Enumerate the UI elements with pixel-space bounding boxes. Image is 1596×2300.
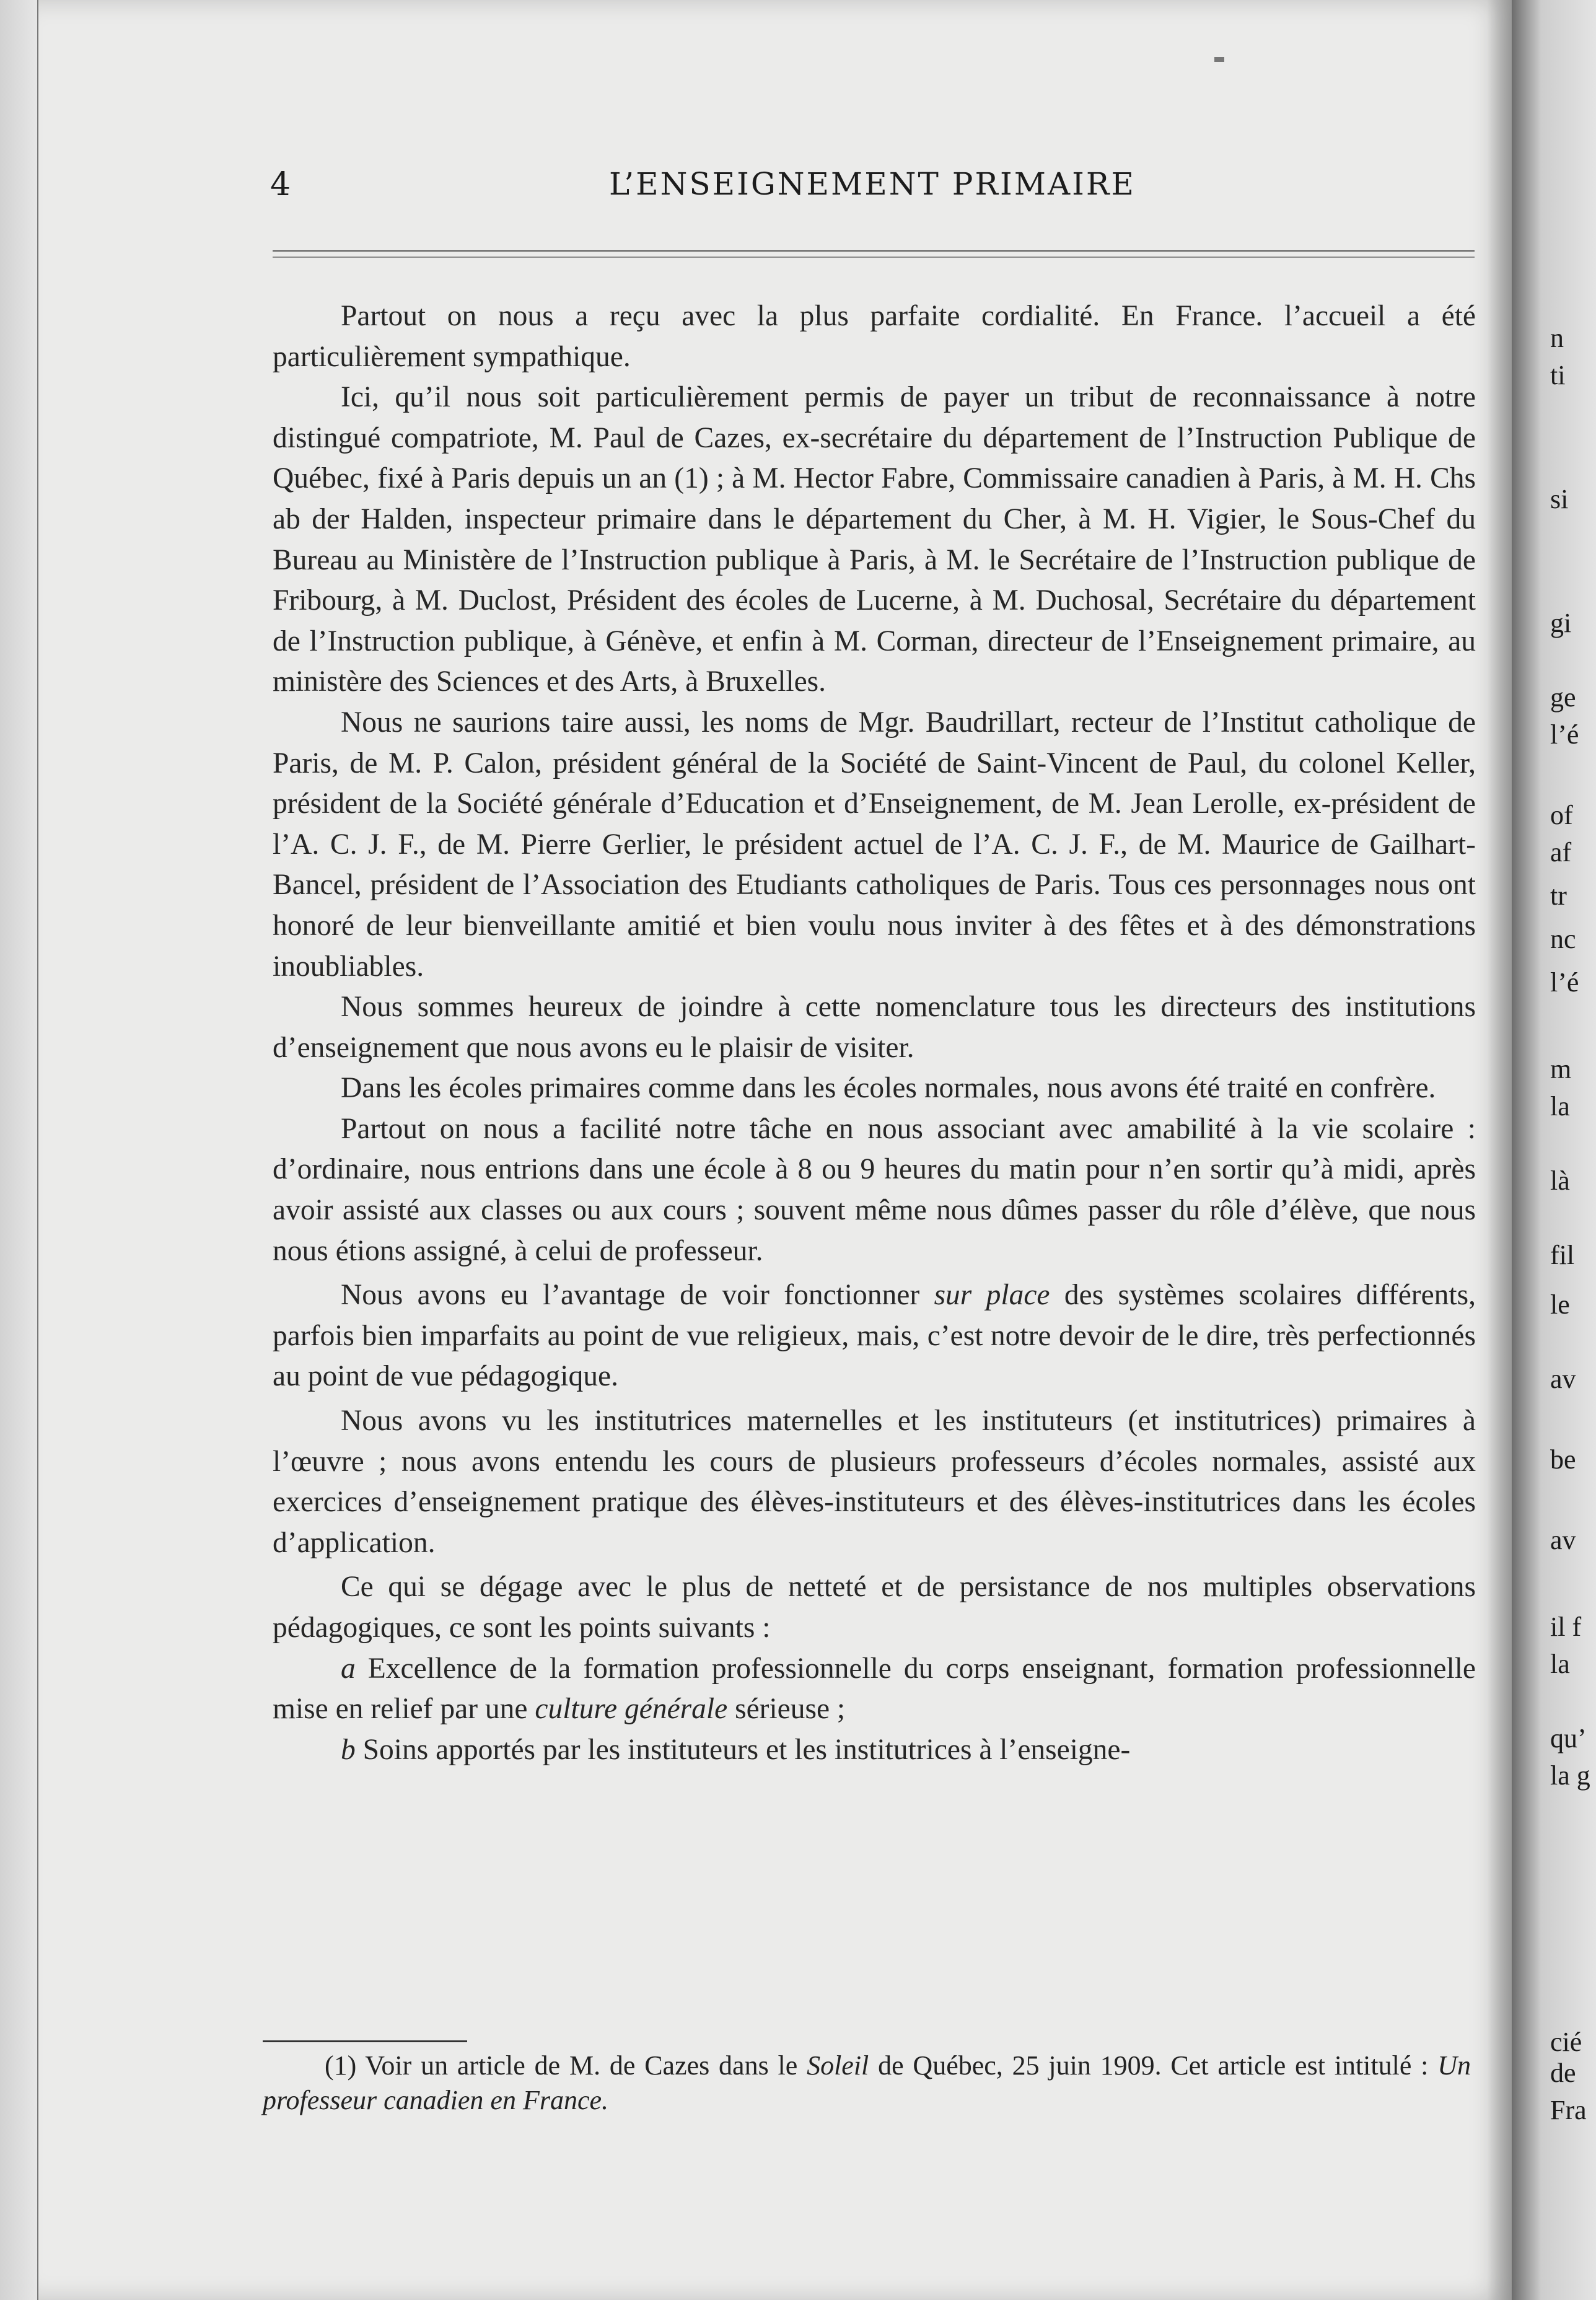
- page-header: [270, 166, 1475, 209]
- item-letter: a: [341, 1652, 356, 1685]
- next-page-fragment: fil: [1550, 1240, 1575, 1270]
- item-letter: b: [341, 1733, 356, 1766]
- next-page-fragment: cié: [1550, 2027, 1582, 2057]
- next-page-fragment: qu’: [1550, 1723, 1587, 1754]
- paragraph: [273, 1275, 1476, 1397]
- paragraph: Partout on nous a facilité notre tâche en nous associant avec amabilité à la vie scolaire : d’ordinaire, nous entrions dans une école à 8 ou 9 heures du matin pour n’en sortir qu’à midi, après avoir assisté aux classes ou aux cours ; souvent même nous dûmes passer du rôle d’élève, que nous nous étions assigné, à celui de professeur.: [273, 1112, 1476, 1267]
- italic-text: sur place: [934, 1279, 1050, 1312]
- running-title: L’ENSEIGNEMENT PRIMAIRE: [609, 166, 1136, 202]
- next-page-fragment: av: [1550, 1525, 1576, 1555]
- next-page-fragment: la: [1550, 1649, 1570, 1679]
- paragraph: Dans les écoles primaires comme dans les écoles normales, nous avons été traité en confrère.: [341, 1072, 1436, 1105]
- text-run: Soins apportés par les instituteurs et les institutrices à l’enseigne-: [355, 1733, 1131, 1766]
- header-rule-double: [273, 257, 1475, 258]
- header-rule: [273, 250, 1475, 252]
- list-item-a: [273, 1649, 1476, 1730]
- paragraph: Nous avons vu les institutrices maternelles et les instituteurs (et institutrices) primaires à l’œuvre ; nous avons entendu les cours de plusieurs professeurs d’écoles normales, assisté aux exercices d’enseignement pratique des élèves-instituteurs et des élèves-institutrices dans les écoles d’application.: [273, 1405, 1476, 1559]
- paragraph: Nous ne saurions taire aussi, les noms de Mgr. Baudrillart, recteur de l’Institut catholique de Paris, de M. P. Calon, président général de la Société de Saint-Vincent de Paul, du colonel Keller, président de la Société générale d’Education et d’Enseignement, de M. Jean Lerolle, ex-président de l’A. C. J. F., de M. Pierre Gerlier, le président actuel de l’A. C. J. F., de M. Maurice de Gailhart-Bancel, président de l’Association des Etudiants catholiques de Paris. Tous ces personnages nous ont honoré de leur bienveillante amitié et bien voulu nous inviter à des fêtes et à des démonstrations inoubliables.: [273, 706, 1476, 983]
- text-run: (1) Voir un article de M. de Cazes dans le: [325, 2050, 807, 2081]
- paragraph: Nous sommes heureux de joindre à cette nomenclature tous les directeurs des institutions d’enseignement que nous avons eu le plaisir de visiter.: [273, 991, 1476, 1064]
- italic-text: culture générale: [535, 1693, 728, 1726]
- text-run: des systèmes scolaires différents, parfois bien imparfaits au point de vue religieux, mais, c’est notre devoir de le dire, très perfectionnés au point de vue pédagogique.: [273, 1279, 1476, 1393]
- text-run: Excellence de la formation professionnelle du corps enseignant, formation professionnelle mise en relief par une: [273, 1652, 1476, 1726]
- next-page-fragment: be: [1550, 1444, 1576, 1475]
- next-page-fragment: af: [1550, 837, 1572, 867]
- next-page-fragment: l’é: [1550, 719, 1579, 750]
- scan-speck: [1214, 57, 1224, 62]
- next-page-fragment: il f: [1550, 1612, 1582, 1642]
- footnote-rule: [263, 2040, 467, 2042]
- text-run: de Québec, 25 juin 1909. Cet article est intitulé :: [869, 2050, 1438, 2081]
- next-page-edge: [1512, 0, 1596, 2300]
- next-page-fragment: la g: [1550, 1760, 1590, 1791]
- page-body: [273, 296, 1476, 1770]
- next-page-fragment: ti: [1550, 360, 1566, 390]
- next-page-fragment: gi: [1550, 608, 1572, 638]
- paragraph: Partout on nous a reçu avec la plus parfaite cordialité. En France. l’accueil a été particulièrement sympathique.: [273, 300, 1476, 373]
- next-page-fragment: ge: [1550, 682, 1576, 713]
- next-page-fragment: la: [1550, 1091, 1570, 1121]
- next-page-fragment: le: [1550, 1289, 1570, 1320]
- list-item-b: [273, 1730, 1476, 1771]
- footnote: [263, 2048, 1471, 2118]
- next-page-fragment: nc: [1550, 924, 1576, 954]
- paragraph: Ici, qu’il nous soit particulièrement permis de payer un tribut de reconnaissance à notre distingué compatriote, M. Paul de Cazes, ex-secrétaire du département de l’Instruction Publique de Québec, fixé à Paris depuis un an (1) ; à M. Hector Fabre, Commissaire canadien à Paris, à M. H. Chs ab der Halden, inspecteur primaire dans le département du Cher, à M. H. Vigier, le Sous-Chef du Bureau au Ministère de l’Instruction publique à Paris, à M. le Secrétaire de l’Instruction publique de Fribourg, à M. Duclost, Président des écoles de Lucerne, à M. Duchosal, Secrétaire du département de l’Instruction publique, à Génève, et enfin à M. Corman, directeur de l’Enseignement primaire, au ministère des Sciences et des Arts, à Bruxelles.: [273, 381, 1476, 698]
- next-page-fragment: si: [1550, 484, 1569, 514]
- next-page-fragment: de: [1550, 2058, 1576, 2088]
- text-run: sérieuse ;: [727, 1693, 846, 1726]
- next-page-fragment: of: [1550, 800, 1573, 830]
- next-page-fragment: tr: [1550, 880, 1567, 911]
- paragraph: Ce qui se dégage avec le plus de netteté et de persistance de nos multiples observations pédagogiques, ce sont les points suivants :: [273, 1571, 1476, 1644]
- next-page-fragment: l’é: [1550, 967, 1579, 998]
- next-page-fragment: av: [1550, 1364, 1576, 1394]
- text-run: Nous avons eu l’avantage de voir fonctionner: [341, 1279, 934, 1312]
- page-left-edge: [0, 0, 38, 2300]
- italic-text: Soleil: [807, 2050, 869, 2081]
- page-number: 4: [270, 166, 291, 203]
- next-page-fragment: là: [1550, 1165, 1570, 1196]
- next-page-fragment: m: [1550, 1054, 1572, 1084]
- italic-text: Un professeur canadien en France.: [263, 2050, 1471, 2115]
- next-page-fragment: Fra: [1550, 2095, 1587, 2125]
- next-page-fragment: n: [1550, 323, 1564, 353]
